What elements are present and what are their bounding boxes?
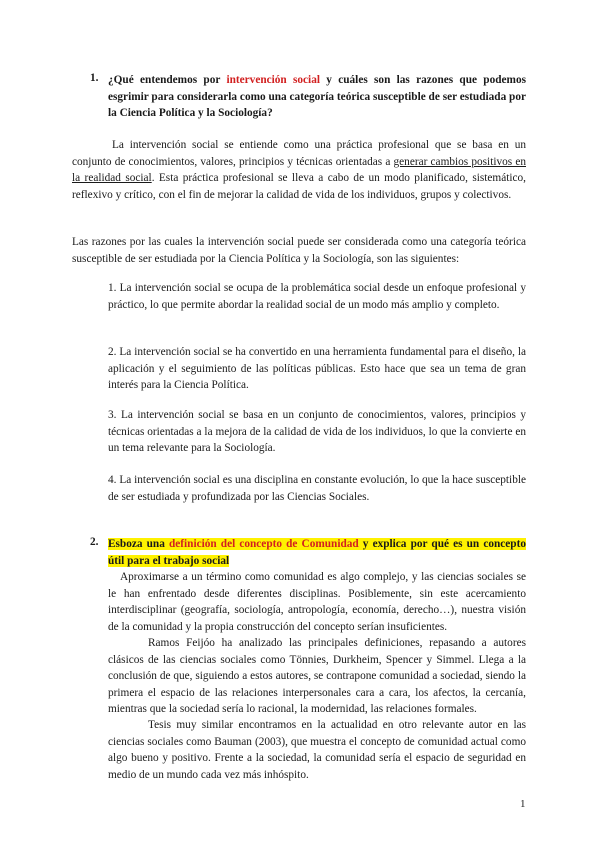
question-2-heading	[108, 536, 526, 570]
paragraph-community-1: Aproximarse a un término como comunidad es algo complejo, y las ciencias sociales se le han enfrentado desde diferentes disciplinas. Posiblemente, sin este acercamiento interdisciplinar (geografía, sociología, antropología, economía, derecho…), nuestra visión de la comunidad y la propia construcción del concepto serían insuficientes.	[108, 571, 526, 633]
paragraph-community-2: Ramos Feijóo ha analizado las principales definiciones, repasando a autores clásicos de las ciencias sociales como Tönnies, Durkheim, Spencer y Simmel. Llega a la conclusión de que, siguiendo a estos autores, se contrapone comunidad a sociedad, siendo la primera el espacio de las relaciones interpersonales cara a cara, los afectos, la cercanía, mientras que la sociedad sería lo racional, la modernidad, las relaciones formales.	[108, 637, 526, 716]
list-item: 4. La intervención social es una disciplina en constante evolución, lo que la hace susceptible de ser estudiada y profundizada por las Ciencias Sociales.	[108, 474, 526, 503]
list-item: 1. La intervención social se ocupa de la problemática social desde un enfoque profesional y práctico, lo que permite abordar la realidad social de un modo más amplio y completo.	[108, 282, 526, 311]
question-2-pre: Esboza una	[108, 538, 169, 550]
paragraph-definition-underlined: generar cambios positivos en la realidad social	[72, 155, 526, 185]
question-1-highlight: intervención social	[226, 74, 320, 86]
list-item: 3. La intervención social se basa en un conjunto de conocimientos, valores, principios y técnicas orientadas a la mejora de la calidad de vida de los individuos, lo que la convierte en un tema relevante para la Sociología.	[108, 409, 526, 455]
paragraph-community-3: Tesis muy similar encontramos en la actualidad en otro relevante autor en las ciencias sociales como Bauman (2003), que muestra el concepto de comunidad actual como algo bueno y positivo. Frente a la sociedad, la comunidad sería el espacio de seguridad en medio de un mundo cada vez más inhóspito.	[108, 719, 526, 781]
question-2-post: y explica por qué es un concepto útil para el trabajo social	[108, 538, 526, 567]
question-1-post: y cuáles son las razones que podemos esgrimir para considerarla como una categoría teórica susceptible de ser estudiada por la Ciencia Política y la Sociología?	[108, 74, 526, 119]
paragraph-definition-pre: La intervención social se entiende como una práctica profesional que se basa en un conjunto de conocimientos, valores, principios y técnicas orientadas a	[72, 139, 526, 168]
paragraph-definition-post: . Esta práctica profesional se lleva a cabo de un modo planificado, sistemático, reflexivo y crítico, con el fin de mejorar la calidad de vida de los individuos, grupos y colectivos.	[72, 172, 526, 201]
list-item: 2. La intervención social se ha convertido en una herramienta fundamental para el diseño, la aplicación y el seguimiento de las políticas públicas. Esto hace que sea un tema de gran interés para la Ciencia Política.	[108, 346, 526, 392]
paragraph-definition	[72, 137, 526, 203]
page-number: 1	[520, 798, 526, 810]
question-1-number: 1.	[90, 72, 99, 84]
question-1-pre: ¿Qué entendemos por	[108, 74, 227, 86]
paragraph-reasons-intro: Las razones por las cuales la intervención social puede ser considerada como una categoría teórica susceptible de ser estudiada por la Ciencia Política y la Sociología, son las siguientes:	[72, 236, 526, 265]
question-2-number: 2.	[90, 536, 99, 548]
question-1-heading	[108, 72, 526, 122]
question-2-highlight: definición del concepto de Comunidad	[168, 538, 359, 550]
